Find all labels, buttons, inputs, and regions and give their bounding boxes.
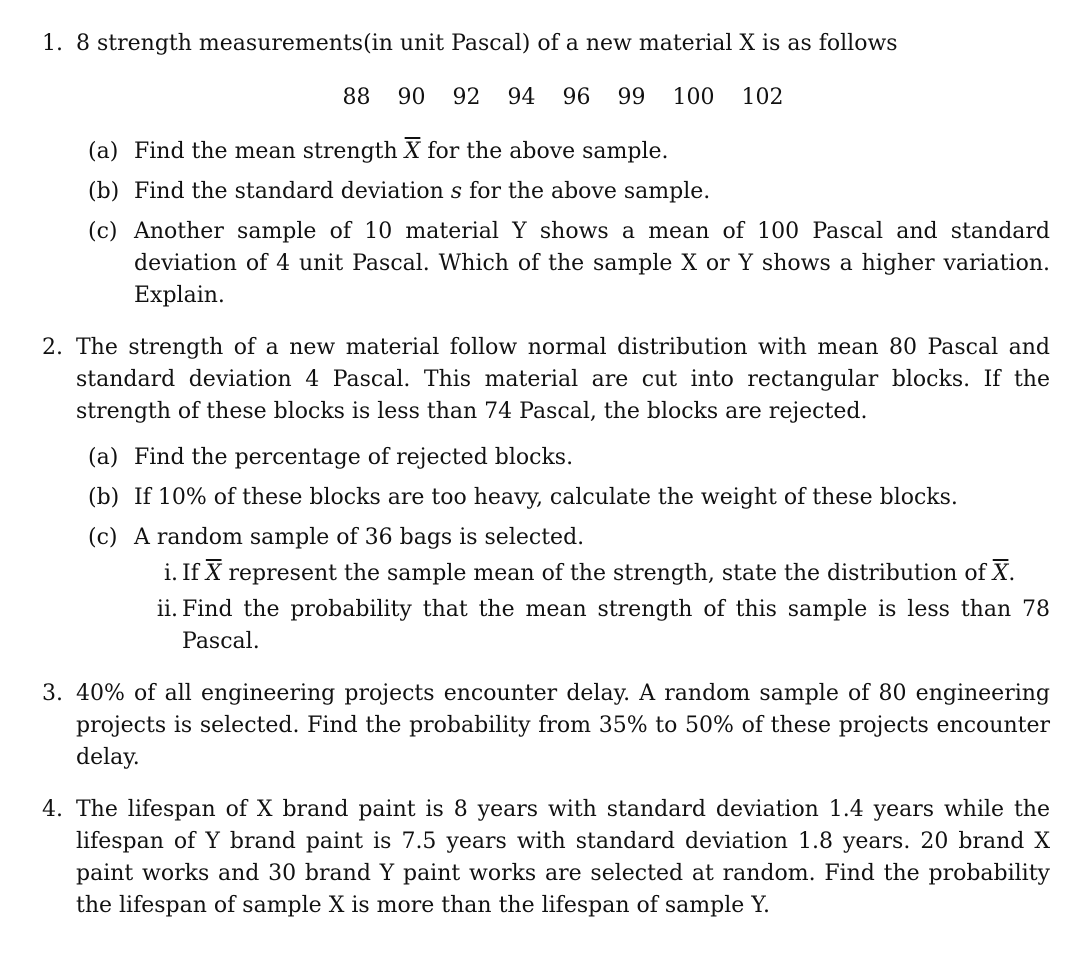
subpart-text-middle: represent the sample mean of the strength, state the distribution of: [228, 561, 986, 586]
subpart-text-before: If: [182, 561, 199, 586]
measurement-value: 88: [342, 85, 371, 110]
part-label: (c): [88, 525, 118, 550]
x-bar-symbol: $\overline{X}$: [992, 561, 1009, 586]
question-4: [42, 794, 1050, 922]
question-list: [42, 28, 1050, 922]
part-text: [134, 176, 1050, 208]
subpart-label: ii.: [156, 597, 178, 622]
subpart-text: Find the probability that the mean strength of this sample is less than 78 Pascal.: [182, 597, 1050, 654]
part-text: A random sample of 36 bags is selected.: [134, 525, 585, 550]
measurement-value: 102: [741, 85, 784, 110]
measurement-value: 96: [562, 85, 591, 110]
x-bar-symbol: $\overline{X}$: [205, 561, 222, 586]
question-2: [42, 332, 1050, 658]
part-label: (b): [88, 485, 120, 510]
question-text: 8 strength measurements(in unit Pascal) of a new material X is as follows: [76, 31, 898, 56]
question-text: The lifespan of X brand paint is 8 years with standard deviation 1.4 years while the lifespan of Y brand paint is 7.5 years with standard deviation 1.8 years. 20 brand X paint works and 30 brand Y paint works are selected at random. Find the probability the lifespan of sample X is more than the lifespan of sample Y.: [76, 797, 1050, 918]
question-parts: [76, 442, 1050, 658]
measurement-value: 100: [672, 85, 715, 110]
part-text-before: Find the mean strength: [134, 139, 398, 164]
question-number: 4.: [42, 797, 63, 822]
part-text-after: for the above sample.: [469, 179, 711, 204]
question-number: 1.: [42, 31, 63, 56]
part-text-after: for the above sample.: [427, 139, 669, 164]
part-b: [76, 176, 1050, 208]
measurement-value: 90: [397, 85, 426, 110]
measurement-value: 99: [617, 85, 646, 110]
subpart-text-after: .: [1008, 561, 1016, 586]
question-number: 2.: [42, 335, 63, 360]
question-3: [42, 678, 1050, 774]
part-text: If 10% of these blocks are too heavy, calculate the weight of these blocks.: [134, 485, 958, 510]
measurement-value: 92: [452, 85, 481, 110]
question-1: [42, 28, 1050, 312]
question-parts: [76, 136, 1050, 312]
subpart-label: i.: [163, 561, 178, 586]
part-b: [76, 482, 1050, 514]
subparts: [134, 558, 1050, 658]
s-symbol: s: [450, 179, 463, 204]
subpart-ii: [134, 594, 1050, 658]
part-text: Another sample of 10 material Y shows a mean of 100 Pascal and standard deviation of 4 unit Pascal. Which of the sample X or Y shows a higher variation. Explain.: [134, 219, 1050, 308]
subpart-i: [134, 558, 1050, 590]
part-a: [76, 442, 1050, 474]
question-text: The strength of a new material follow normal distribution with mean 80 Pascal and standard deviation 4 Pascal. This material are cut into rectangular blocks. If the strength of these blocks is less than 74 Pascal, the blocks are rejected.: [76, 335, 1050, 424]
x-bar-symbol: $\overline{X}$: [404, 139, 421, 164]
part-label: (c): [88, 219, 118, 244]
measurement-value: 94: [507, 85, 536, 110]
part-label: (b): [88, 179, 120, 204]
subpart-text: [182, 558, 1050, 590]
part-label: (a): [88, 445, 119, 470]
measurement-values: [76, 82, 1050, 114]
part-text-before: Find the standard deviation: [134, 179, 444, 204]
part-text: [134, 136, 1050, 168]
part-c: [76, 216, 1050, 312]
part-label: (a): [88, 139, 119, 164]
question-number: 3.: [42, 681, 63, 706]
part-c: [76, 522, 1050, 658]
part-text: Find the percentage of rejected blocks.: [134, 445, 574, 470]
part-a: [76, 136, 1050, 168]
question-text: 40% of all engineering projects encounter delay. A random sample of 80 engineering projects is selected. Find the probability from 35% to 50% of these projects encounter delay.: [76, 681, 1050, 770]
